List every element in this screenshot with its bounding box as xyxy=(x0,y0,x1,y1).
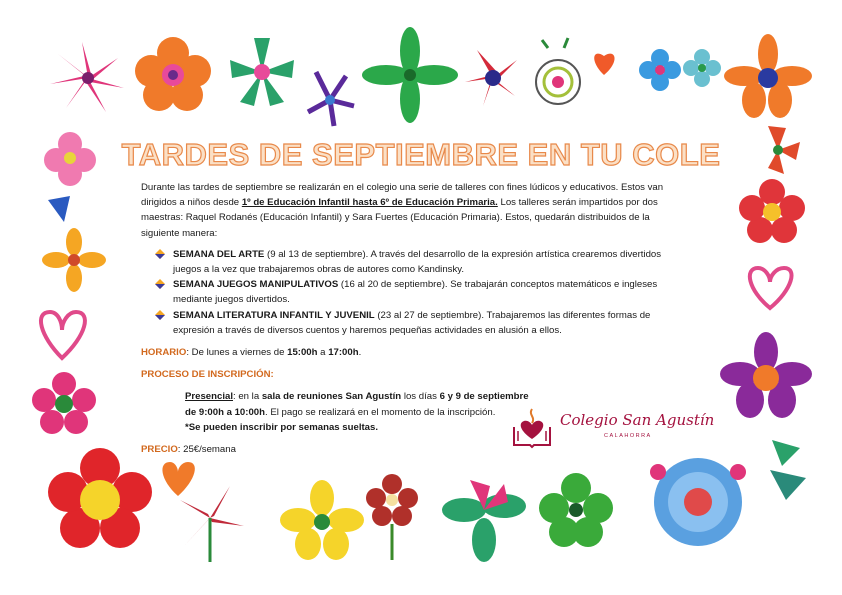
flower-icon xyxy=(442,480,526,562)
page-title: TARDES DE SEPTIEMBRE EN TU COLE xyxy=(121,137,721,172)
flower-icon xyxy=(48,448,152,548)
registration-heading xyxy=(141,367,689,382)
heart-icon xyxy=(41,312,85,358)
flower-icon xyxy=(32,372,96,434)
registration-text-2: los días xyxy=(401,391,440,403)
weeks-list xyxy=(141,247,689,338)
flower-icon xyxy=(720,332,812,418)
list-item xyxy=(141,277,689,307)
leaf-icon xyxy=(772,440,800,466)
bullet-icon xyxy=(155,279,165,289)
schedule-end: 17:00h xyxy=(328,347,359,359)
flower-icon xyxy=(650,458,746,546)
registration-dates: 6 y 9 de septiembre de 9:00h a 10:00h xyxy=(185,391,529,418)
intro-text: Durante las tardes de septiembre se realizarán en el colegio una serie de talleres con fines lúdicos y educativos. Estos van dirigidos a niños desde xyxy=(141,182,664,209)
book-heart-icon xyxy=(510,405,554,449)
bullet-icon xyxy=(155,310,165,320)
intro-paragraph xyxy=(141,180,689,241)
week-text: (16 al 20 de septiembre). Se trabajarán conceptos matemáticos e ingleses mediante juegos divertidos. xyxy=(173,279,658,306)
flower-icon xyxy=(683,49,721,87)
school-name: Colegio San Agustín xyxy=(560,411,715,429)
price-text: : 25€/semana xyxy=(177,444,236,456)
registration-place: sala de reuniones San Agustín xyxy=(261,391,402,403)
flower-icon xyxy=(180,486,244,562)
flower-icon xyxy=(42,228,106,292)
schedule-line xyxy=(141,345,689,360)
intro-text-2: Los talleres serán impartidos por dos maestras: Raquel Rodanés (Educación Infantil) y Sara Fuertes (Educación Primaria). Estos, quedarán distribuidos de la siguiente manera: xyxy=(141,197,658,239)
flower-icon xyxy=(230,38,294,106)
week-name: SEMANA DEL ARTE xyxy=(173,248,265,260)
flower-icon xyxy=(308,72,354,126)
flower-icon xyxy=(739,179,805,243)
school-city: CALAHORRA xyxy=(604,433,652,439)
leaf-icon xyxy=(770,470,806,500)
registration-colon: : xyxy=(270,369,274,381)
flower-icon xyxy=(280,480,364,560)
flower-icon xyxy=(50,42,124,112)
flower-icon xyxy=(639,49,681,91)
schedule-text: : De lunes a viernes de xyxy=(186,347,288,359)
registration-text-1: : en la xyxy=(233,391,262,403)
leaf-icon xyxy=(48,196,70,222)
school-logo xyxy=(508,403,715,453)
week-text: (9 al 13 de septiembre). A través del desarrollo de la expresión artística crearemos divertidos juegos a la vez que trabajaremos obras de autores como Kandinsky. xyxy=(173,248,662,276)
price-label: PRECIO xyxy=(141,444,178,456)
registration-mode: Presencial xyxy=(185,391,234,403)
list-item xyxy=(141,308,689,338)
heart-icon xyxy=(594,54,614,75)
schedule-tail: . xyxy=(358,347,362,359)
intro-highlight: 1º de Educación Infantil hasta 6º de Educación Primaria. xyxy=(241,197,498,209)
week-text: (23 al 27 de septiembre). Trabajaremos las diferentes formas de expresión a través de diversos cuentos y haremos pequeñas actividades en alusión a ellos. xyxy=(173,309,651,336)
flower-icon xyxy=(724,34,812,118)
flower-icon xyxy=(465,50,517,106)
registration-text-3: . El pago se realizará en el momento de la inscripción. xyxy=(265,406,496,418)
schedule-start: 15:00h xyxy=(287,347,318,359)
registration-note-text: *Se pueden inscribir por semanas sueltas. xyxy=(185,421,379,433)
schedule-mid: a xyxy=(317,347,329,359)
bullet-icon xyxy=(155,249,165,259)
heart-icon xyxy=(162,462,194,496)
flower-icon xyxy=(536,38,580,104)
registration-label: PROCESO DE INSCRIPCIÓN xyxy=(141,369,271,381)
list-item xyxy=(141,247,689,277)
week-name: SEMANA JUEGOS MANIPULATIVOS xyxy=(173,279,339,291)
flower-icon xyxy=(135,37,211,111)
flower-icon xyxy=(366,474,418,560)
registration-details xyxy=(141,389,541,419)
week-name: SEMANA LITERATURA INFANTIL Y JUVENIL xyxy=(173,309,375,321)
flower-icon xyxy=(362,27,458,123)
schedule-label: HORARIO xyxy=(141,347,187,359)
heart-icon xyxy=(750,268,792,308)
flower-icon xyxy=(539,473,613,547)
